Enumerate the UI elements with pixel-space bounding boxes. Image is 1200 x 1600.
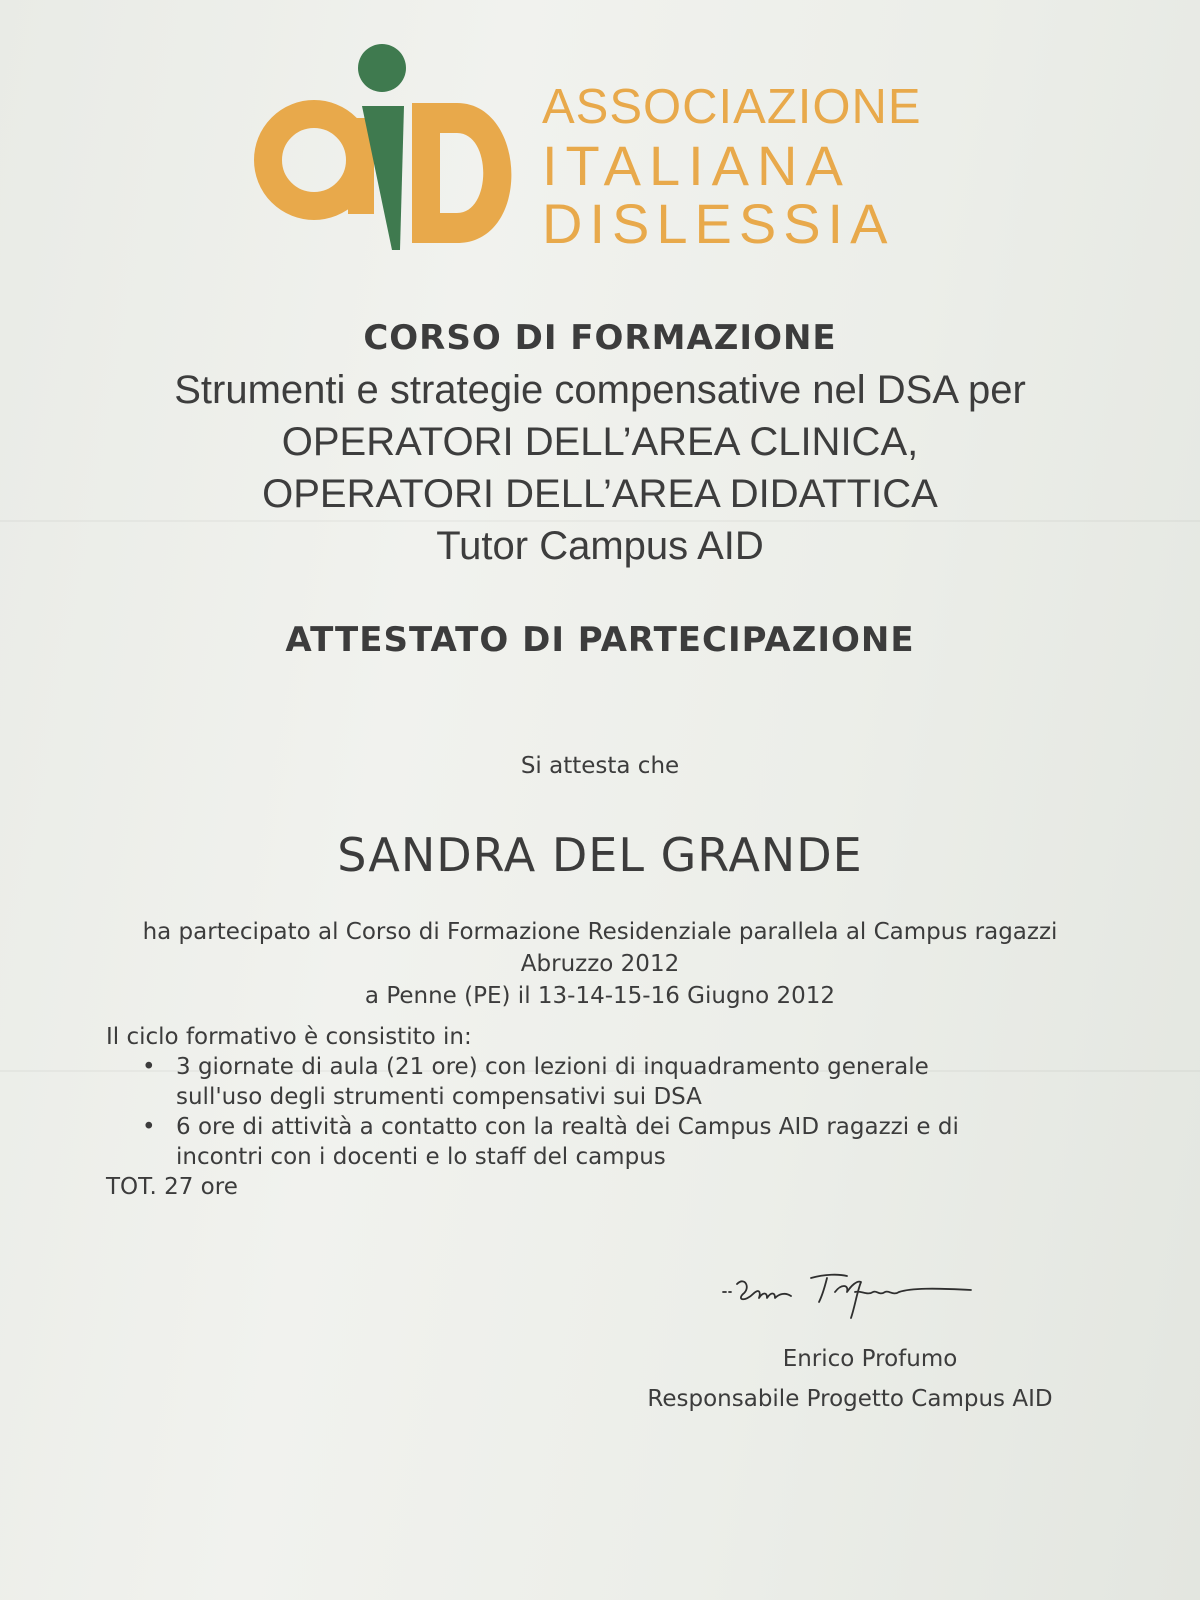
course-line: Strumenti e strategie compensative nel DSA per (174, 368, 1026, 412)
cycle-list (106, 1052, 1106, 1172)
list-item-line: • 6 ore di attività a contatto con la realtà dei Campus AID ragazzi e di (176, 1114, 959, 1140)
training-cycle (106, 1022, 1106, 1202)
association-name (542, 80, 922, 255)
course-title-block (60, 364, 1140, 572)
signature-icon (715, 1262, 995, 1332)
description-line: ha partecipato al Corso di Formazione Residenziale parallela al Campus ragazzi (142, 919, 1058, 945)
participant-name: SANDRA DEL GRANDE (337, 828, 863, 882)
course-line: OPERATORI DELL’AREA CLINICA, (281, 420, 919, 464)
aid-logo (252, 38, 952, 263)
signer-name: Enrico Profumo (782, 1346, 958, 1372)
signer-role: Responsabile Progetto Campus AID (647, 1386, 1053, 1412)
logo-line-dislessia: DISLESSIA (542, 192, 895, 255)
logo-line-associazione: ASSOCIAZIONE (542, 80, 922, 134)
course-heading: CORSO DI FORMAZIONE (363, 318, 837, 358)
total-hours: TOT. 27 ore (106, 1174, 238, 1200)
cycle-intro: Il ciclo formativo è consistito in: (106, 1024, 472, 1050)
list-item (176, 1052, 1106, 1112)
certificate-title: ATTESTATO DI PARTECIPAZIONE (285, 620, 915, 660)
list-item-line: • 3 giornate di aula (21 ore) con lezioni di inquadramento generale (176, 1054, 929, 1080)
list-item (176, 1112, 1106, 1172)
logo-line-italiana: ITALIANA (542, 134, 851, 197)
attest-text: Si attesta che (520, 753, 680, 779)
description-line: Abruzzo 2012 (520, 951, 680, 977)
participation-description (60, 916, 1140, 1012)
course-line: Tutor Campus AID (436, 524, 764, 568)
list-item-line: sull'uso degli strumenti compensativi sui DSA (176, 1084, 702, 1110)
course-line: OPERATORI DELL’AREA DIDATTICA (262, 472, 938, 516)
list-item-line: incontri con i docenti e lo staff del campus (176, 1144, 666, 1170)
description-line: a Penne (PE) il 13-14-15-16 Giugno 2012 (364, 983, 836, 1009)
